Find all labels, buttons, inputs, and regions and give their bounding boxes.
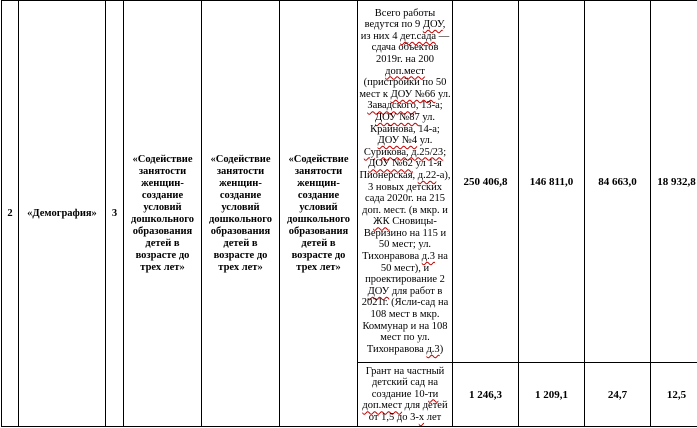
financing-table xyxy=(1,0,697,427)
amount-cell-regional-2 xyxy=(585,363,651,427)
amount-regional-1: 84 663,0 xyxy=(598,175,637,188)
amount-cell-total-2 xyxy=(453,363,519,427)
description-cell-1 xyxy=(358,1,453,363)
amount-cell-local-1 xyxy=(651,1,697,363)
amount-regional-2: 24,7 xyxy=(607,388,628,401)
project-name: «Демография» xyxy=(27,207,97,219)
description-1: Всего работы ведутся по 9 ДОУ, из них 4 дет.сада — сдача объектов 2019г. на 200 доп.мест (пристройки по 50 мест к ДОУ №66 ул. Завадского, 13-а; ДОУ №87 ул. Крайнова, 14-а; ДОУ №4 ул. Сурикова, д.25/23; ДОУ №62 ул 1-я Пионерская, д.22-а), 3 новых детских сада 2020г. на 215 доп. мест. (в мкр. и ЖК Сновицы-Веризино на 115 и 50 мест; ул. Тихонравова д.3 на 50 мест), и проектирование 2 ДОУ для работ в 2021г. (Ясли-сад на 108 мест в мкр. Коммунар и на 108 мест по ул. Тихонравова д.3) xyxy=(359,7,451,355)
description-2: Грант на частный детский сад на создание 10-ти доп.мест для детей от 1,5 до 3-х лет xyxy=(362,365,448,423)
amount-total-2: 1 246,3 xyxy=(469,388,502,401)
index-value: 3 xyxy=(111,207,118,219)
amount-local-1: 18 932,8 xyxy=(657,175,696,188)
goal-text-2: «Содействие занятости женщин- создание условий дошкольного образования детей в возрасте до трех лет» xyxy=(209,153,272,273)
description-cell-2 xyxy=(358,363,453,427)
row-number: 2 xyxy=(7,207,13,219)
amount-cell-local-2 xyxy=(651,363,697,427)
amount-cell-federal-2 xyxy=(519,363,585,427)
amount-cell-total-1 xyxy=(453,1,519,363)
goal-cell-2 xyxy=(202,1,280,427)
amount-cell-regional-1 xyxy=(585,1,651,363)
goal-cell-1 xyxy=(124,1,202,427)
amount-cell-federal-1 xyxy=(519,1,585,363)
amount-federal-1: 146 811,0 xyxy=(529,175,574,188)
row-number-cell xyxy=(2,1,19,427)
table-row xyxy=(2,1,697,363)
goal-cell-3 xyxy=(280,1,358,427)
index-cell xyxy=(106,1,124,427)
goal-text-1: «Содействие занятости женщин- создание условий дошкольного образования детей в возрасте до трех лет» xyxy=(131,153,194,273)
goal-text-3: «Содействие занятости женщин- создание условий дошкольного образования детей в возрасте до трех лет» xyxy=(287,153,350,273)
amount-federal-2: 1 209,1 xyxy=(535,388,568,401)
project-name-cell xyxy=(19,1,106,427)
amount-local-2: 12,5 xyxy=(666,388,687,401)
amount-total-1: 250 406,8 xyxy=(463,175,508,188)
